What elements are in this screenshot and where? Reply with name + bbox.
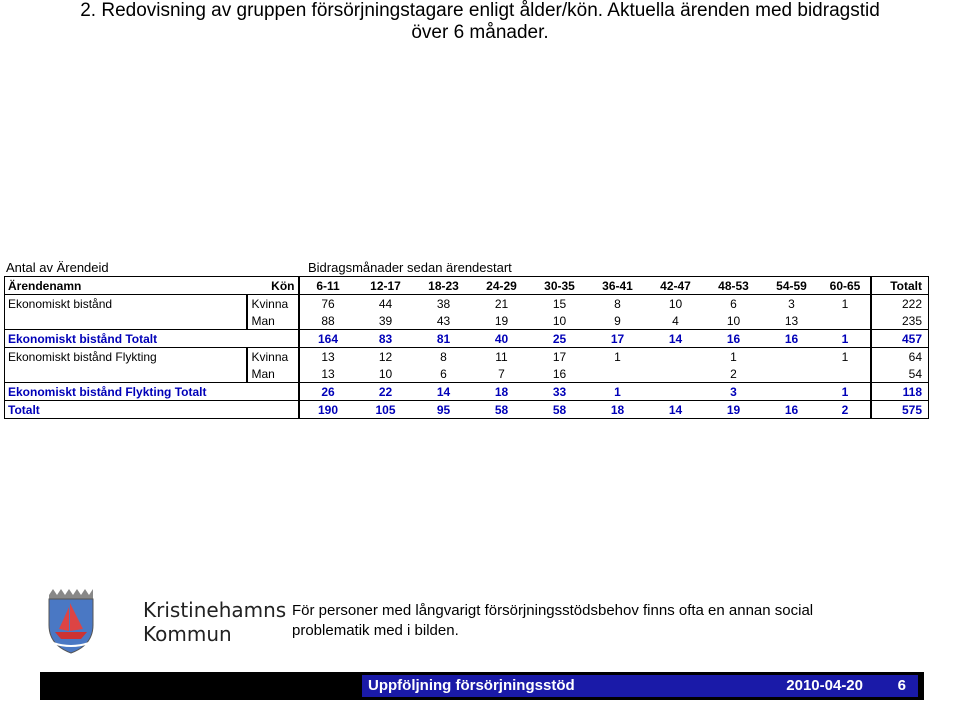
row-value: 16 [763, 401, 821, 419]
row-value: 39 [378, 313, 393, 328]
logo-text-line-2: Kommun [143, 622, 232, 646]
footer-date: 2010-04-20 [786, 677, 863, 694]
row-total: 235 [871, 312, 929, 330]
row-total: 64 [871, 348, 929, 366]
row-value: 6 [730, 296, 737, 311]
data-table [4, 276, 929, 419]
header-month-24-29: 24-29 [473, 277, 531, 295]
row-value: 25 [531, 330, 589, 348]
row-value: 2 [730, 366, 737, 381]
row-value: 17 [552, 349, 567, 364]
row-value: 10 [726, 313, 741, 328]
row-value: 15 [552, 296, 567, 311]
row-value: 105 [357, 401, 415, 419]
municipality-logo [43, 585, 287, 655]
row-kon: Kvinna [247, 295, 299, 313]
row-value: 1 [821, 330, 871, 348]
row-kon: Kvinna [247, 348, 299, 366]
row-value: 13 [299, 365, 357, 383]
logo-text-line-1: Kristinehamns [143, 598, 287, 622]
row-value: 1 [841, 296, 849, 311]
header-month-42-47: 42-47 [647, 277, 705, 295]
header-totalt: Totalt [871, 277, 929, 295]
row-value: 16 [552, 366, 567, 381]
row-value [763, 365, 821, 383]
row-value [647, 365, 705, 383]
table-row [5, 401, 929, 419]
row-value: 6 [440, 366, 447, 381]
row-value [647, 348, 705, 366]
row-value: 3 [788, 296, 795, 311]
row-value: 88 [299, 312, 357, 330]
header-month-36-41: 36-41 [589, 277, 647, 295]
row-value [589, 365, 647, 383]
row-value: 81 [415, 330, 473, 348]
header-month-6-11: 6-11 [299, 277, 357, 295]
row-value: 18 [589, 401, 647, 419]
row-value: 17 [589, 330, 647, 348]
row-value: 44 [378, 296, 393, 311]
row-value: 1 [730, 349, 737, 364]
row-name: Ekonomiskt bistånd [5, 295, 247, 313]
row-value [763, 383, 821, 401]
row-name: Ekonomiskt bistånd Flykting [5, 348, 247, 366]
row-total: 575 [871, 401, 929, 419]
header-kon: Kön [247, 277, 299, 295]
row-value: 10 [668, 296, 683, 311]
row-total: 54 [871, 365, 929, 383]
table-caption-right: Bidragsmånader sedan ärendestart [308, 260, 512, 275]
row-value: 18 [473, 383, 531, 401]
heading-line-2: över 6 månader. [411, 22, 549, 43]
row-total: 118 [871, 383, 929, 401]
row-value [821, 312, 871, 330]
row-value: 26 [299, 383, 357, 401]
row-value: 3 [705, 383, 763, 401]
row-value: 22 [357, 383, 415, 401]
footnote: För personer med långvarigt försörjningsstödsbehov finns ofta en annan social problematik med i bilden. [292, 602, 814, 639]
row-value: 14 [647, 401, 705, 419]
row-value: 76 [299, 295, 357, 313]
coat-of-arms-icon [43, 585, 99, 655]
row-name: Totalt [5, 401, 299, 419]
row-value: 33 [531, 383, 589, 401]
header-month-48-53: 48-53 [705, 277, 763, 295]
row-value: 1 [614, 349, 621, 364]
row-value: 2 [821, 401, 871, 419]
row-name [5, 312, 247, 330]
table-header-row [5, 277, 929, 295]
header-month-54-59: 54-59 [763, 277, 821, 295]
header-month-18-23: 18-23 [415, 277, 473, 295]
row-name: Ekonomiskt bistånd Flykting Totalt [5, 383, 299, 401]
table-row [5, 348, 929, 366]
row-value: 14 [415, 383, 473, 401]
table-row [5, 312, 929, 330]
row-value: 9 [614, 313, 621, 328]
table-row [5, 365, 929, 383]
row-value: 21 [494, 296, 509, 311]
footer-bar [40, 672, 924, 700]
row-total: 457 [871, 330, 929, 348]
row-name: Ekonomiskt bistånd Totalt [5, 330, 299, 348]
header-arendenamn: Ärendenamn [5, 277, 247, 295]
footer-inner-bar [362, 675, 918, 697]
table-caption-left: Antal av Ärendeid [6, 260, 109, 275]
row-value: 1 [589, 383, 647, 401]
row-value: 19 [494, 313, 509, 328]
table-row [5, 383, 929, 401]
row-value: 58 [531, 401, 589, 419]
row-value: 190 [299, 401, 357, 419]
header-month-12-17: 12-17 [357, 277, 415, 295]
row-value: 83 [357, 330, 415, 348]
row-value: 13 [784, 313, 799, 328]
row-value: 1 [821, 383, 871, 401]
row-name [5, 365, 247, 383]
row-value: 4 [672, 313, 679, 328]
heading-line-1: 2. Redovisning av gruppen försörjningstagare enligt ålder/kön. Aktuella ärenden med bidragstid [80, 0, 880, 21]
row-value: 40 [473, 330, 531, 348]
footer-page-number: 6 [897, 677, 906, 694]
table-row [5, 330, 929, 348]
row-value [647, 383, 705, 401]
row-value: 38 [436, 296, 451, 311]
row-value: 16 [705, 330, 763, 348]
row-value [763, 348, 821, 366]
row-value: 14 [647, 330, 705, 348]
row-value: 16 [763, 330, 821, 348]
row-value: 19 [705, 401, 763, 419]
row-kon: Man [247, 365, 299, 383]
row-total: 222 [871, 295, 929, 313]
row-value: 10 [378, 366, 393, 381]
row-value: 8 [614, 296, 621, 311]
row-value: 95 [415, 401, 473, 419]
row-value: 58 [473, 401, 531, 419]
row-kon: Man [247, 312, 299, 330]
row-value: 1 [841, 349, 849, 364]
table-row [5, 295, 929, 313]
row-value: 43 [436, 313, 451, 328]
row-value: 164 [299, 330, 357, 348]
page-heading [0, 0, 960, 44]
header-month-60-65: 60-65 [821, 277, 871, 295]
row-value: 12 [378, 349, 393, 364]
footer-title: Uppföljning försörjningsstöd [368, 677, 575, 694]
row-value: 10 [552, 313, 567, 328]
row-value: 13 [299, 348, 357, 366]
row-value [821, 365, 871, 383]
row-value: 7 [498, 366, 505, 381]
row-value: 11 [495, 349, 508, 364]
row-value: 8 [440, 349, 447, 364]
header-month-30-35: 30-35 [531, 277, 589, 295]
